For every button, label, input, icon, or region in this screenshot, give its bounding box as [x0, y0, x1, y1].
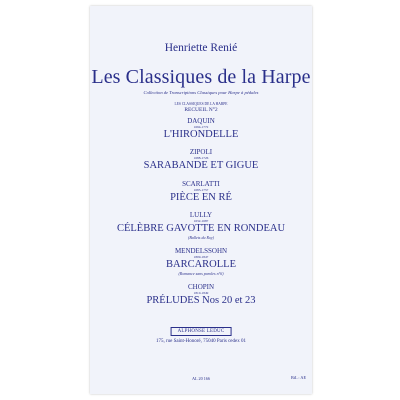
composer-dates: 1809-1847 [193, 255, 209, 259]
collection-title: Les Classiques de la Harpe [91, 66, 311, 88]
piece-note: (Romance sans paroles n°6) [178, 271, 224, 276]
composer-name: ZIPOLI [189, 148, 213, 156]
work-entry [90, 180, 312, 204]
piece-title: PIÈCE EN RÉ [170, 192, 232, 203]
work-entry [90, 148, 312, 172]
composer-dates: 1632-1687 [193, 219, 209, 223]
work-entry [90, 211, 312, 240]
piece-title: PRÉLUDES Nos 20 et 23 [146, 295, 256, 306]
composer-name: LULLY [189, 211, 213, 219]
edition-code: BiL : AE [291, 375, 306, 380]
publisher-address: 175, rue Saint-Honoré, 75040 Paris cedex 01 [156, 339, 246, 344]
composer-dates: 1810-1849 [193, 291, 209, 295]
author-name: Henriette Renié [164, 42, 238, 54]
composer-name: DAQUIN [187, 117, 215, 125]
score-cover [90, 6, 312, 394]
piece-title: BARCAROLLE [165, 259, 236, 270]
composer-name: MENDELSSOHN [174, 247, 228, 255]
piece-title: SARABANDE ET GIGUE [143, 160, 259, 171]
piece-note: (Ballets du Roy) [188, 235, 214, 240]
catalog-number: AL 20 166 [192, 376, 210, 381]
volume-label: RECUEIL N°2 [184, 107, 218, 113]
piece-title: CÉLÈBRE GAVOTTE EN RONDEAU [116, 223, 286, 234]
work-entry [90, 247, 312, 276]
piece-title: L'HIRONDELLE [163, 129, 239, 140]
publisher-name: ALPHONSE LEDUC [171, 327, 232, 336]
composer-name: CHOPIN [187, 283, 215, 291]
series-label: LES CLASSIQUES DE LA HARPE [174, 102, 228, 106]
composer-dates: 1685-1757 [193, 188, 209, 192]
composer-dates: 1694-1772 [193, 125, 209, 129]
composer-name: SCARLATTI [182, 180, 220, 188]
collection-subtitle: Collection de Transcriptions Classiques pour Harpe à pédales [143, 90, 259, 95]
composer-dates: 1688-1726 [193, 156, 209, 160]
work-entry [90, 283, 312, 307]
work-entry [90, 117, 312, 141]
